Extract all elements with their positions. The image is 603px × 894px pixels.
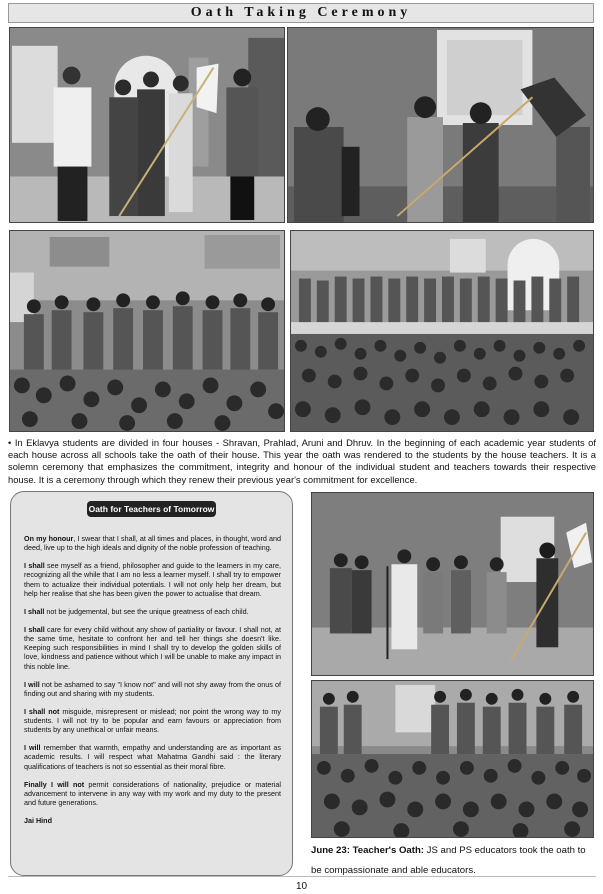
oath-paragraph (24, 743, 281, 771)
oath-body: remember that warmth, empathy and understanding are as important as academic results. I will respect what Mahatma Gandhi said : the literary qualifications of teachers is not so essential as their moral fibre. (24, 743, 281, 771)
oath-lead: I will (24, 743, 41, 753)
oath-body: , I swear that I shall, at all times and places, in thought, word and deed, live up to the high ideals and dignity of the noble profession of teaching. (24, 534, 281, 553)
oath-lead: Jai Hind (24, 816, 52, 826)
oath-lead: On my honour (24, 534, 74, 543)
bullet: • (8, 437, 12, 448)
photo-girls-with-children (9, 230, 285, 432)
oath-heading: Oath for Teachers of Tomorrow (87, 501, 216, 517)
oath-paragraph (24, 561, 281, 598)
page-number: 10 (295, 881, 308, 892)
oath-lead: I will (24, 679, 40, 689)
oath-body: not be judgemental, but see the unique greatness of each child. (44, 606, 249, 616)
oath-lead: I shall not (24, 706, 60, 716)
oath-body: not be ashamed to say "I know not" and will not shy away from the onus of finding out and sharing with my students. (24, 679, 281, 698)
oath-lead: I shall (24, 624, 45, 634)
oath-body: see myself as a friend, philosopher and guide to the learners in my care, recognizing all the while that I am no less a learner myself. I shall try to empower them to actualize their individual potentials. I will not only help her dream, but help her realise that she has been given the power to actualise that dream. (24, 561, 281, 598)
oath-paragraph (24, 534, 281, 552)
oath-body: misguide, misrepresent or mislead; nor point the wrong way to my students. I will not try to be popular and earn favours or appreciation from students by any unethical or unfair means. (24, 706, 282, 735)
oath-paragraph (24, 607, 281, 616)
oath-signoff (24, 816, 281, 825)
photo-teachers-and-students (311, 680, 594, 838)
oath-lead: I shall (24, 561, 45, 571)
oath-lead: I shall (24, 606, 45, 616)
page-title: Oath Taking Ceremony (190, 5, 412, 20)
photo-teachers-at-microphone (311, 492, 594, 676)
oath-panel (10, 491, 293, 876)
intro-paragraph (8, 437, 596, 486)
page-title-bar (8, 3, 594, 23)
photo-students-at-arch (9, 27, 285, 223)
oath-paragraph (24, 707, 281, 735)
caption-lead: June 23: Teacher's Oath: (311, 845, 425, 856)
oath-text (24, 534, 281, 834)
oath-paragraph (24, 680, 281, 698)
photo-caption (311, 841, 597, 881)
intro-text: In Eklavya students are divided in four houses - Shravan, Prahlad, Aruni and Dhruv. In the beginning of each academic year students of each house across all schools take the oath of their house. This year the oath was rendered to the students by the house teachers. It is a solemn ceremony that emphasizes the commitment, integrity and honour of the individual student and teachers towards their respective house. It is a ceremony through which they renew their previous year's commitment for excellence. (8, 437, 596, 485)
photo-assembly-hall (290, 230, 594, 432)
oath-body: care for every child without any show of partiality or favour. I shall not, at the same time, hesitate to confront her and tell her things she doesn't like. Keeping such responsibilities in mind I shall try to develop the golden skills of love, kindness and patience without which I will be unable to make any impact in this noble line. (24, 624, 282, 671)
footer-rule (8, 876, 596, 877)
photo-teachers-saluting (287, 27, 594, 223)
oath-paragraph (24, 780, 281, 808)
caption-text: JS and PS educators took the oath to be compassionate and able educators. (311, 845, 586, 876)
oath-paragraph (24, 625, 281, 671)
oath-body: permit considerations of nationality, prejudice or material advancement to intervene in any way with my work and my duty to the present and future generations. (24, 779, 281, 808)
oath-lead: Finally I will not (24, 779, 85, 789)
